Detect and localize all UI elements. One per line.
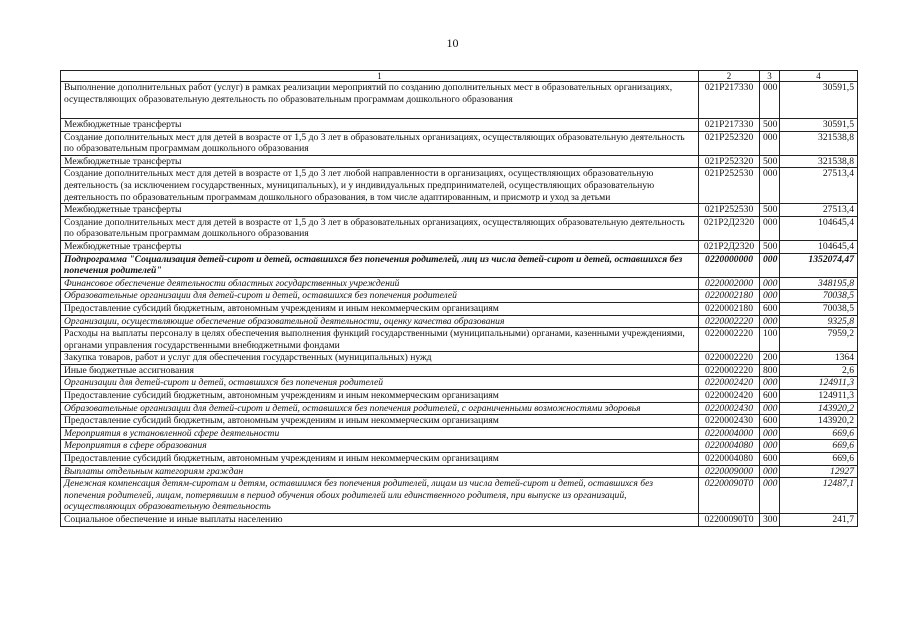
row-name-cell: Закупка товаров, работ и услуг для обеспечения государственных (муниципальных) нужд <box>61 352 699 365</box>
column-header-code: 2 <box>699 71 760 82</box>
row-code-cell: 02200090Т0 <box>699 478 760 514</box>
row-code-cell: 021P252530 <box>699 168 760 204</box>
row-code-cell: 0220002420 <box>699 390 760 403</box>
column-header-sum: 4 <box>780 71 858 82</box>
row-name-cell: Мероприятия в сфере образования <box>61 440 699 453</box>
row-name-cell: Межбюджетные трансферты <box>61 119 699 132</box>
row-name-cell: Образовательные организации для детей-сирот и детей, оставшихся без попечения родителей <box>61 290 699 303</box>
row-kind-cell: 500 <box>760 204 780 217</box>
row-code-cell: 021P252320 <box>699 131 760 155</box>
row-name-cell: Организации для детей-сирот и детей, оставшихся без попечения родителей <box>61 377 699 390</box>
row-code-cell: 0220002430 <box>699 415 760 428</box>
row-sum-cell: 7959,2 <box>780 328 858 352</box>
row-kind-cell: 000 <box>760 427 780 440</box>
row-name-cell: Организации, осуществляющие обеспечение образовательной деятельности, оценку качества образования <box>61 315 699 328</box>
row-name-cell: Предоставление субсидий бюджетным, автономным учреждениям и иным некоммерческим организациям <box>61 453 699 466</box>
row-kind-cell: 600 <box>760 302 780 315</box>
row-name-cell: Выполнение дополнительных работ (услуг) в рамках реализации мероприятий по созданию дополнительных мест в образовательных организациях, осуществляющих образовательную деятельность по образовательным программам дошкольного образования <box>61 82 699 119</box>
row-sum-cell: 348195,8 <box>780 277 858 290</box>
row-kind-cell: 000 <box>760 277 780 290</box>
column-header-kind: 3 <box>760 71 780 82</box>
row-sum-cell: 12927 <box>780 465 858 478</box>
row-sum-cell: 124911,3 <box>780 390 858 403</box>
row-name-cell: Расходы на выплаты персоналу в целях обеспечения выполнения функций государственными (муниципальными) органами, казенными учреждениями, органами управления государственными внебюджетными фондами <box>61 328 699 352</box>
table-row <box>61 131 858 155</box>
table-row <box>61 216 858 240</box>
budget-table <box>60 70 858 527</box>
row-code-cell: 0220004080 <box>699 453 760 466</box>
row-kind-cell: 000 <box>760 440 780 453</box>
row-name-cell: Социальное обеспечение и иные выплаты населению <box>61 514 699 527</box>
row-sum-cell: 30591,5 <box>780 119 858 132</box>
row-kind-cell: 000 <box>760 402 780 415</box>
row-code-cell: 0220002420 <box>699 377 760 390</box>
table-row <box>61 119 858 132</box>
row-code-cell: 02200090Т0 <box>699 514 760 527</box>
table-row <box>61 155 858 168</box>
row-kind-cell: 600 <box>760 415 780 428</box>
row-kind-cell: 300 <box>760 514 780 527</box>
row-code-cell: 0220002220 <box>699 315 760 328</box>
table-row <box>61 364 858 377</box>
row-kind-cell: 600 <box>760 390 780 403</box>
column-header-name: 1 <box>61 71 699 82</box>
row-name-cell: Предоставление субсидий бюджетным, автономным учреждениям и иным некоммерческим организациям <box>61 390 699 403</box>
row-name-cell: Иные бюджетные ассигнования <box>61 364 699 377</box>
row-kind-cell: 000 <box>760 465 780 478</box>
row-kind-cell: 500 <box>760 240 780 253</box>
row-sum-cell: 669,6 <box>780 440 858 453</box>
row-name-cell: Образовательные организации для детей-сирот и детей, оставшихся без попечения родителей, с ограниченными возможностями здоровья <box>61 402 699 415</box>
row-sum-cell: 669,6 <box>780 427 858 440</box>
table-row <box>61 168 858 204</box>
row-kind-cell: 600 <box>760 453 780 466</box>
table-row <box>61 465 858 478</box>
row-code-cell: 021P217330 <box>699 119 760 132</box>
row-code-cell: 021P2Д2320 <box>699 216 760 240</box>
row-kind-cell: 000 <box>760 168 780 204</box>
row-name-cell: Предоставление субсидий бюджетным, автономным учреждениям и иным некоммерческим организациям <box>61 302 699 315</box>
row-kind-cell: 000 <box>760 253 780 277</box>
table-row <box>61 514 858 527</box>
row-code-cell: 021P252320 <box>699 155 760 168</box>
table-row <box>61 302 858 315</box>
table-row <box>61 415 858 428</box>
row-sum-cell: 1364 <box>780 352 858 365</box>
row-name-cell: Межбюджетные трансферты <box>61 240 699 253</box>
row-code-cell: 0220002430 <box>699 402 760 415</box>
row-name-cell: Создание дополнительных мест для детей в возрасте от 1,5 до 3 лет любой направленности в организациях, осуществляющих образовательную деятельность (за исключением государственных, муниципальных), и у индивидуальных предпринимателей, осуществляющих образовательную деятельность по образовательным программам дошкольного образования, в том числе адаптированным, и присмотр и уход за детьми <box>61 168 699 204</box>
page-number: 10 <box>446 36 459 50</box>
row-sum-cell: 30591,5 <box>780 82 858 119</box>
row-sum-cell: 70038,5 <box>780 290 858 303</box>
row-sum-cell: 2,6 <box>780 364 858 377</box>
table-row <box>61 440 858 453</box>
table-row <box>61 328 858 352</box>
table-row <box>61 478 858 514</box>
row-sum-cell: 321538,8 <box>780 131 858 155</box>
row-sum-cell: 12487,1 <box>780 478 858 514</box>
table-row <box>61 240 858 253</box>
row-code-cell: 0220002180 <box>699 302 760 315</box>
table-row <box>61 290 858 303</box>
row-sum-cell: 1352074,47 <box>780 253 858 277</box>
row-kind-cell: 000 <box>760 377 780 390</box>
row-code-cell: 0220002220 <box>699 364 760 377</box>
table-header-row <box>61 71 858 82</box>
table-row <box>61 427 858 440</box>
table-row <box>61 315 858 328</box>
row-code-cell: 021P2Д2320 <box>699 240 760 253</box>
row-code-cell: 0220002180 <box>699 290 760 303</box>
row-name-cell: Выплаты отдельным категориям граждан <box>61 465 699 478</box>
row-kind-cell: 800 <box>760 364 780 377</box>
row-code-cell: 0220004080 <box>699 440 760 453</box>
table-row <box>61 402 858 415</box>
table-row <box>61 390 858 403</box>
row-code-cell: 0220000000 <box>699 253 760 277</box>
row-name-cell: Денежная компенсация детям-сиротам и детям, оставшимся без попечения родителей, лицам из числа детей-сирот и детей, оставшихся без попечения родителей, лицам, потерявшим в период обучения обоих родителей или единственного родителя, при выпуске из организаций, осуществляющих образовательную деятельность <box>61 478 699 514</box>
row-name-cell: Предоставление субсидий бюджетным, автономным учреждениям и иным некоммерческим организациям <box>61 415 699 428</box>
row-code-cell: 021P252530 <box>699 204 760 217</box>
row-kind-cell: 000 <box>760 131 780 155</box>
row-sum-cell: 321538,8 <box>780 155 858 168</box>
table-row <box>61 82 858 119</box>
table-row <box>61 453 858 466</box>
row-sum-cell: 104645,4 <box>780 240 858 253</box>
row-sum-cell: 27513,4 <box>780 204 858 217</box>
row-sum-cell: 70038,5 <box>780 302 858 315</box>
row-sum-cell: 9325,8 <box>780 315 858 328</box>
row-name-cell: Межбюджетные трансферты <box>61 155 699 168</box>
row-code-cell: 0220002220 <box>699 352 760 365</box>
row-kind-cell: 000 <box>760 216 780 240</box>
row-code-cell: 0220004000 <box>699 427 760 440</box>
row-kind-cell: 200 <box>760 352 780 365</box>
row-sum-cell: 241,7 <box>780 514 858 527</box>
row-kind-cell: 100 <box>760 328 780 352</box>
row-name-cell: Создание дополнительных мест для детей в возрасте от 1,5 до 3 лет в образовательных организациях, осуществляющих образовательную деятельность по образовательным программам дошкольного образования <box>61 216 699 240</box>
table-row <box>61 277 858 290</box>
row-kind-cell: 500 <box>760 119 780 132</box>
row-sum-cell: 104645,4 <box>780 216 858 240</box>
row-kind-cell: 500 <box>760 155 780 168</box>
row-name-cell: Создание дополнительных мест для детей в возрасте от 1,5 до 3 лет в образовательных организациях, осуществляющих образовательную деятельность по образовательным программам дошкольного образования <box>61 131 699 155</box>
row-kind-cell: 000 <box>760 290 780 303</box>
row-code-cell: 021P217330 <box>699 82 760 119</box>
row-sum-cell: 669,6 <box>780 453 858 466</box>
table-row <box>61 204 858 217</box>
table-row <box>61 352 858 365</box>
table-row <box>61 377 858 390</box>
row-name-cell: Мероприятия в установленной сфере деятельности <box>61 427 699 440</box>
row-code-cell: 0220002000 <box>699 277 760 290</box>
row-sum-cell: 143920,2 <box>780 415 858 428</box>
row-sum-cell: 143920,2 <box>780 402 858 415</box>
row-kind-cell: 000 <box>760 82 780 119</box>
row-name-cell: Финансовое обеспечение деятельности областных государственных учреждений <box>61 277 699 290</box>
table-row <box>61 253 858 277</box>
row-sum-cell: 27513,4 <box>780 168 858 204</box>
row-kind-cell: 000 <box>760 478 780 514</box>
row-code-cell: 0220009000 <box>699 465 760 478</box>
row-kind-cell: 000 <box>760 315 780 328</box>
row-name-cell: Подпрограмма "Социализация детей-сирот и детей, оставшихся без попечения родителей, лиц из числа детей-сирот и детей, оставшихся без попечения родителей" <box>61 253 699 277</box>
row-code-cell: 0220002220 <box>699 328 760 352</box>
row-sum-cell: 124911,3 <box>780 377 858 390</box>
row-name-cell: Межбюджетные трансферты <box>61 204 699 217</box>
